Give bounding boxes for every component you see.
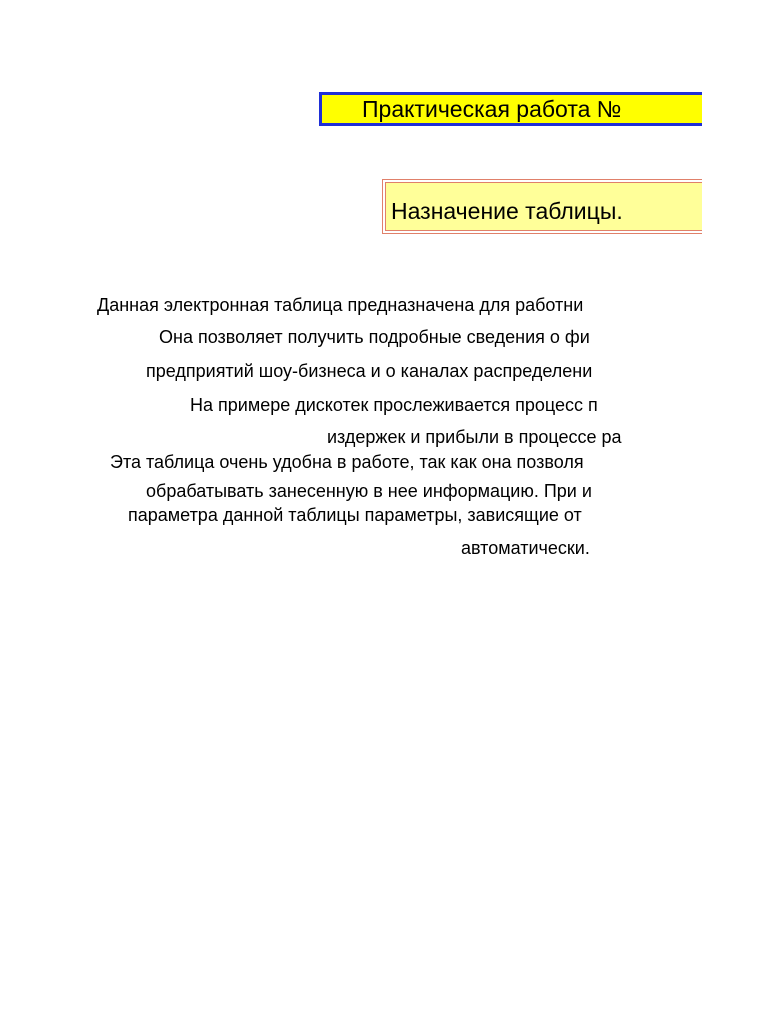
page-title: Практическая работа № xyxy=(362,96,622,122)
section-heading: Назначение таблицы. xyxy=(391,198,623,224)
description-line: автоматически. xyxy=(461,538,590,558)
description-line: параметра данной таблицы параметры, зависящие от xyxy=(128,505,582,525)
description-line: На примере дискотек прослеживается процесс п xyxy=(190,395,598,415)
description-line: обрабатывать занесенную в нее информацию. При и xyxy=(146,481,592,501)
description-line: предприятий шоу-бизнеса и о каналах распределени xyxy=(146,361,593,381)
description-line: Она позволяет получить подробные сведения о фи xyxy=(159,327,590,347)
description-line: издержек и прибыли в процессе ра xyxy=(327,427,622,447)
description-line: Эта таблица очень удобна в работе, так как она позволя xyxy=(110,452,584,472)
description-line: Данная электронная таблица предназначена для работни xyxy=(97,295,584,315)
